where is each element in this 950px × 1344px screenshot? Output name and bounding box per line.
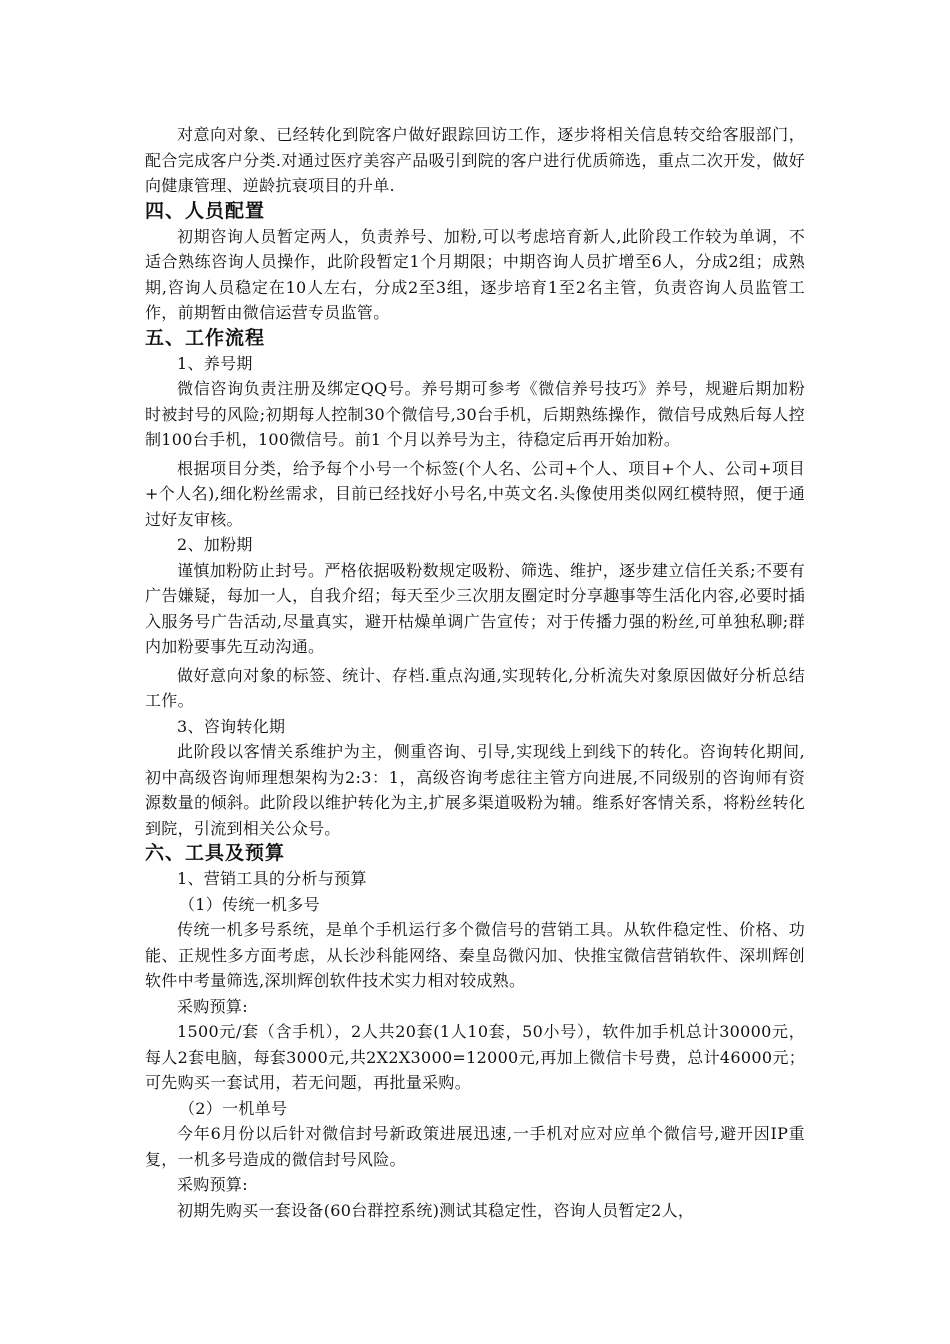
section-heading-workflow: 五、工作流程 [145, 326, 266, 349]
paragraph-consult-conversion: 此阶段以客情关系维护为主，侧重咨询、引导,实现线上到线下的转化。咨询转化期间,初中高级咨询师理想架构为2:3：1，高级咨询考虑往主管方向进展,不同级别的咨询师有资源数量的倾斜。此阶段以维护转化为主,扩展多渠道吸粉为辅。维系好客情关系，将粉丝转化到院，引流到相关公众号。 [145, 742, 805, 838]
subheading-account-nurturing: 1、养号期 [177, 353, 253, 373]
section-heading-staffing: 四、人员配置 [145, 199, 266, 222]
document-page [145, 122, 805, 1223]
paragraph-fan-growth: 谨慎加粉防止封号。严格依据吸粉数规定吸粉、筛选、维护，逐步建立信任关系;不要有广告嫌疑，每加一人，自我介绍；每天至少三次朋友圈定时分享趣事等生活化内容,必要时插入服务号广告活动,尽量真实，避开枯燥单调广告宣传；对于传播力强的粉丝,可单独私聊;群内加粉要事先互动沟通。 [145, 560, 805, 656]
paragraph-fan-analysis: 做好意向对象的标签、统计、存档.重点沟通,实现转化,分析流失对象原因做好分析总结工作。 [145, 665, 805, 710]
paragraph-single-account: 今年6月份以后针对微信封号新政策进展迅速,一手机对应对应单个微信号,避开因IP重复，一机多号造成的微信封号风险。 [145, 1124, 805, 1169]
subheading-fan-growth: 2、加粉期 [177, 535, 253, 554]
paragraph-budget-label-1: 采购预算: [177, 996, 248, 1016]
paragraph-budget-label-2: 采购预算: [177, 1175, 248, 1194]
paragraph-followup: 对意向对象、已经转化到院客户做好跟踪回访工作，逐步将相关信息转交给客服部门，配合完成客户分类.对通过医疗美容产品吸引到院的客户进行优质筛选，重点二次开发，做好向健康管理、逆龄抗衰项目的升单. [145, 125, 805, 195]
paragraph-account-nurturing: 微信咨询负责注册及绑定QQ号。养号期可参考《微信养号技巧》养号，规避后期加粉时被封号的风险;初期每人控制30个微信号,30台手机，后期熟练操作，微信号成熟后每人控制100台手机，100微信号。前1 个月以养号为主，待稳定后再开始加粉。 [145, 379, 805, 449]
paragraph-staffing: 初期咨询人员暂定两人，负责养号、加粉,可以考虑培育新人,此阶段工作较为单调，不适合熟练咨询人员操作，此阶段暂定1个月期限；中期咨询人员扩增至6人，分成2组；成熟期,咨询人员稳定在10人左右，分成2至3组，逐步培育1至2名主管，负责咨询人员监管工作，前期暂由微信运营专员监管。 [145, 226, 805, 322]
subheading-marketing-tools: 1、营销工具的分析与预算 [177, 869, 367, 888]
paragraph-budget-1: 1500元/套（含手机），2人共20套(1人10套，50小号），软件加手机总计30000元，每人2套电脑，每套3000元,共2X2X3000=12000元,再加上微信卡号费，总计46000元；可先购买一套试用，若无问题，再批量采购。 [145, 1022, 805, 1092]
section-heading-tools-budget: 六、工具及预算 [145, 842, 286, 864]
paragraph-multi-account: 传统一机多号系统，是单个手机运行多个微信号的营销工具。从软件稳定性、价格、功能、正规性多方面考虑，从长沙科能网络、秦皇岛微闪加、快推宝微信营销软件、深圳辉创软件中考量筛选,深圳辉创软件技术实力相对较成熟。 [145, 920, 805, 990]
paragraph-budget-2: 初期先购买一套设备(60台群控系统)测试其稳定性，咨询人员暂定2人， [177, 1200, 695, 1220]
subheading-multi-account: （1）传统一机多号 [179, 894, 320, 914]
paragraph-account-labels: 根据项目分类，给予每个小号一个标签(个人名、公司+个人、项目+个人、公司+项目+个人名),细化粉丝需求，目前已经找好小号名,中英文名.头像使用类似网红模特照，便于通过好友审核。 [145, 458, 805, 529]
subheading-consult-conversion: 3、咨询转化期 [177, 716, 286, 736]
subheading-single-account: （2）一机单号 [179, 1098, 288, 1118]
